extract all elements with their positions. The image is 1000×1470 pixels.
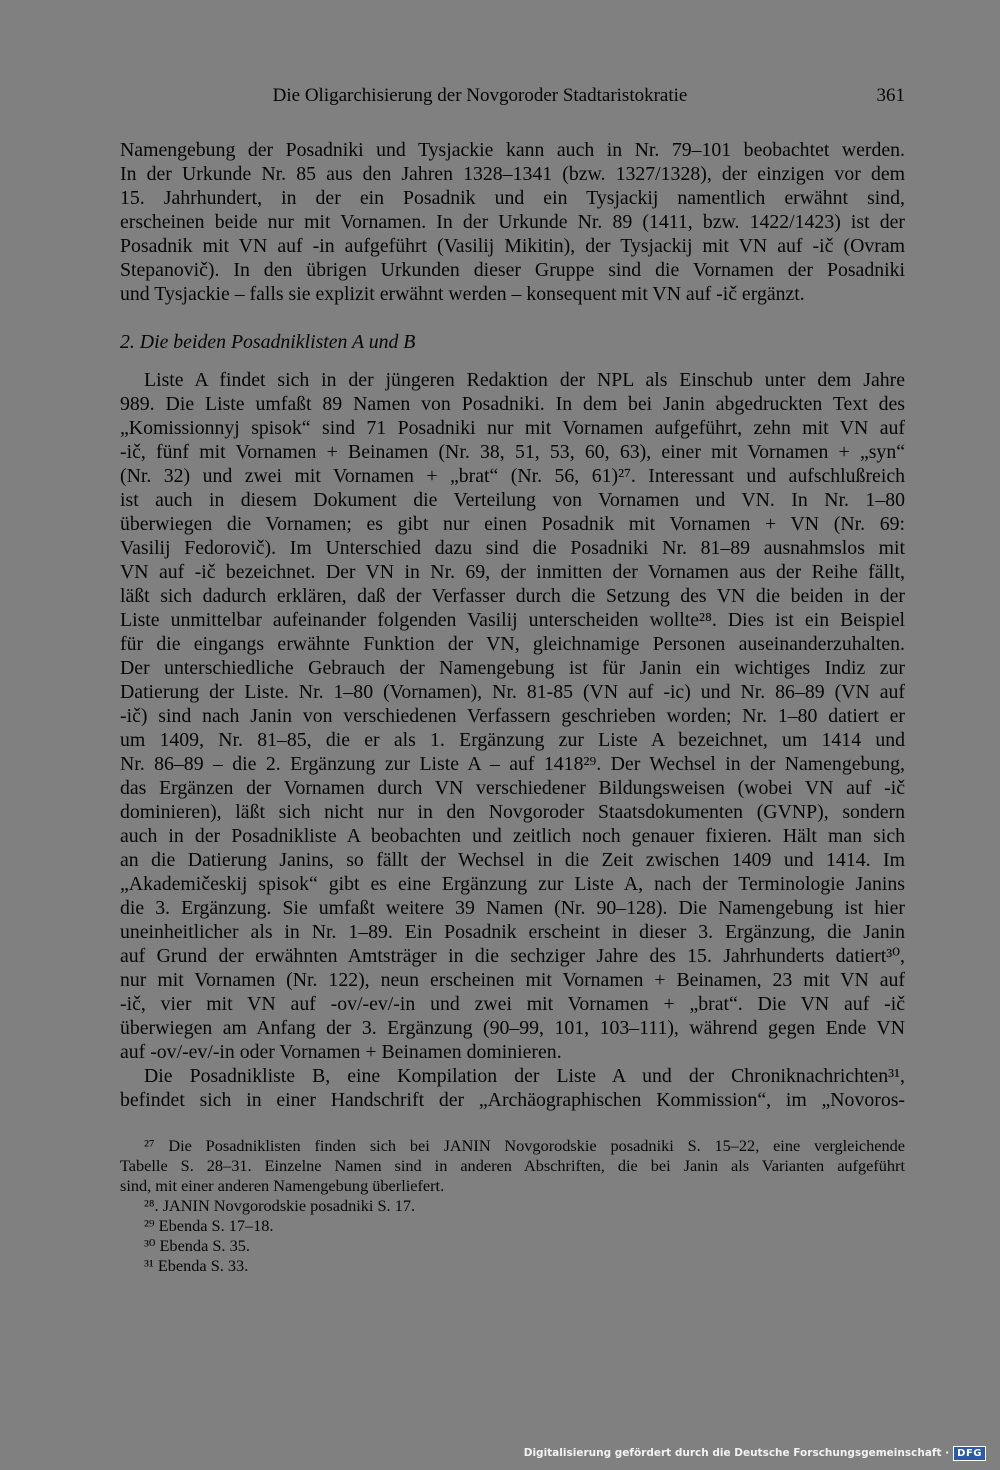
dfg-logo: DFG: [953, 1446, 986, 1461]
funding-notice: Digitalisierung gefördert durch die Deutsche Forschungsgemeinschaft ·: [523, 1447, 950, 1459]
text-line: erscheinen beide nur mit Vornamen. In der Urkunde Nr. 89 (1411, bzw. 1422/1423) ist der: [120, 211, 905, 233]
footnote-line: sind, mit einer anderen Namengebung überliefert.: [120, 1176, 445, 1195]
footnote-30: ³⁰ Ebenda S. 35.: [144, 1236, 250, 1255]
text-line: auf Grund der erwähnten Amtsträger in die sechziger Jahre des 15. Jahrhunderts datiert³⁰,: [120, 945, 905, 967]
text-line: läßt sich dadurch erklären, daß der Verfasser durch die Setzung des VN die beiden in der: [120, 585, 905, 607]
text-line: überwiegen die Vornamen; es gibt nur einen Posadnik mit Vornamen + VN (Nr. 69:: [120, 513, 905, 535]
digitization-footer: [524, 1444, 986, 1462]
text-line: -ič) sind nach Janin von verschiedenen Verfassern geschrieben worden; Nr. 1–80 datiert er: [120, 705, 905, 727]
text-line: Nr. 86–89 – die 2. Ergänzung zur Liste A – auf 1418²⁹. Der Wechsel in der Namengebung,: [120, 753, 905, 775]
text-line: Namengebung der Posadniki und Tysjackie kann auch in Nr. 79–101 beobachtet werden.: [120, 139, 905, 161]
text-line: das Ergänzen der Vornamen durch VN verschiedener Bildungsweisen (wobei VN auf -ič: [120, 777, 905, 799]
text-line: Vasilij Fedorovič). Im Unterschied dazu sind die Posadniki Nr. 81–89 ausnahmslos mit: [120, 537, 905, 559]
text-line: befindet sich in einer Handschrift der „Archäographischen Kommission“, im „Novoros-: [120, 1089, 905, 1111]
text-line: überwiegen am Anfang der 3. Ergänzung (90–99, 101, 103–111), während gegen Ende VN: [120, 1017, 905, 1039]
text-line: Der unterschiedliche Gebrauch der Namengebung ist für Janin ein wichtiges Indiz zur: [120, 657, 905, 679]
text-line: auf -ov/-ev/-in oder Vornamen + Beinamen dominieren.: [120, 1041, 562, 1063]
text-line: nur mit Vornamen (Nr. 122), neun erscheinen mit Vornamen + Beinamen, 23 mit VN auf: [120, 969, 905, 991]
text-line: „Komissionnyj spisok“ sind 71 Posadniki nur mit Vornamen aufgeführt, zehn mit VN auf: [120, 417, 905, 439]
text-line: Die Posadnikliste B, eine Kompilation der Liste A und der Chroniknachrichten³¹,: [144, 1065, 905, 1087]
text-line: In der Urkunde Nr. 85 aus den Jahren 1328–1341 (bzw. 1327/1328), der einzigen vor dem: [120, 163, 905, 185]
header-title: Die Oligarchisierung der Novgoroder Stadtaristokratie: [272, 85, 688, 106]
section-heading: 2. Die beiden Posadniklisten A und B: [120, 331, 416, 353]
footnote-27: ²⁷ Die Posadniklisten finden sich bei JANIN Novgorodskie posadniki S. 15–22, eine vergleichende: [144, 1136, 905, 1155]
text-line: für die eingangs erwähnte Funktion der VN, gleichnamige Personen auseinanderzuhalten.: [120, 633, 905, 655]
page-number: 361: [876, 85, 905, 106]
text-line: um 1409, Nr. 81–85, die er als 1. Ergänzung zur Liste A bezeichnet, um 1414 und: [120, 729, 905, 751]
text-line: „Akademičeskij spisok“ gibt es eine Ergänzung zur Liste A, nach der Terminologie Janins: [120, 873, 905, 895]
footnote-line: Tabelle S. 28–31. Einzelne Namen sind in anderen Abschriften, die bei Janin als Varianten aufgeführt: [120, 1156, 905, 1175]
text-line: ist auch in diesem Dokument die Verteilung von Vornamen und VN. In Nr. 1–80: [120, 489, 905, 511]
text-line: auch in der Posadnikliste A beobachten und zeitlich noch genauer fixieren. Hält man sich: [120, 825, 905, 847]
text-line: Datierung der Liste. Nr. 1–80 (Vornamen), Nr. 81-85 (VN auf -ic) und Nr. 86–89 (VN auf: [120, 681, 905, 703]
text-line: die 3. Ergänzung. Sie umfaßt weitere 39 Namen (Nr. 90–128). Die Namengebung ist hier: [120, 897, 905, 919]
text-line: Liste A findet sich in der jüngeren Redaktion der NPL als Einschub unter dem Jahre: [144, 369, 905, 391]
footnote-29: ²⁹ Ebenda S. 17–18.: [144, 1216, 274, 1235]
text-line: Liste unmittelbar aufeinander folgenden Vasilij unterscheiden wollte²⁸. Dies ist ein Beispiel: [120, 609, 905, 631]
text-line: -ič, fünf mit Vornamen + Beinamen (Nr. 38, 51, 53, 60, 63), einer mit Vornamen + „syn“: [120, 441, 905, 463]
text-line: und Tysjackie – falls sie explizit erwähnt werden – konsequent mit VN auf -ič ergänzt.: [120, 283, 805, 305]
text-line: uneinheitlicher als in Nr. 1–89. Ein Posadnik erscheint in dieser 3. Ergänzung, die Janin: [120, 921, 905, 943]
text-line: Stepanovič). In den übrigen Urkunden dieser Gruppe sind die Vornamen der Posadniki: [120, 259, 905, 281]
text-line: Posadnik mit VN auf -in aufgeführt (Vasilij Mikitin), der Tysjackij mit VN auf -ič (Ovram: [120, 235, 905, 257]
text-line: -ič, vier mit VN auf -ov/-ev/-in und zwei mit Vornamen + „brat“. Die VN auf -ič: [120, 993, 905, 1015]
text-line: an die Datierung Janins, so fällt der Wechsel in die Zeit zwischen 1409 und 1414. Im: [120, 849, 905, 871]
text-line: (Nr. 32) und zwei mit Vornamen + „brat“ (Nr. 56, 61)²⁷. Interessant und aufschlußreich: [120, 465, 905, 487]
footnote-31: ³¹ Ebenda S. 33.: [144, 1256, 249, 1275]
text-line: dominieren), läßt sich nicht nur in den Novgoroder Staatsdokumenten (GVNP), sondern: [120, 801, 905, 823]
text-line: 15. Jahrhundert, in der ein Posadnik und ein Tysjackij namentlich erwähnt sind,: [120, 187, 905, 209]
text-line: 989. Die Liste umfaßt 89 Namen von Posadniki. In dem bei Janin abgedruckten Text des: [120, 393, 905, 415]
footnote-28: ²⁸. JANIN Novgorodskie posadniki S. 17.: [144, 1196, 416, 1215]
text-line: VN auf -ič bezeichnet. Der VN in Nr. 69, der inmitten der Vornamen aus der Reihe fällt,: [120, 561, 905, 583]
